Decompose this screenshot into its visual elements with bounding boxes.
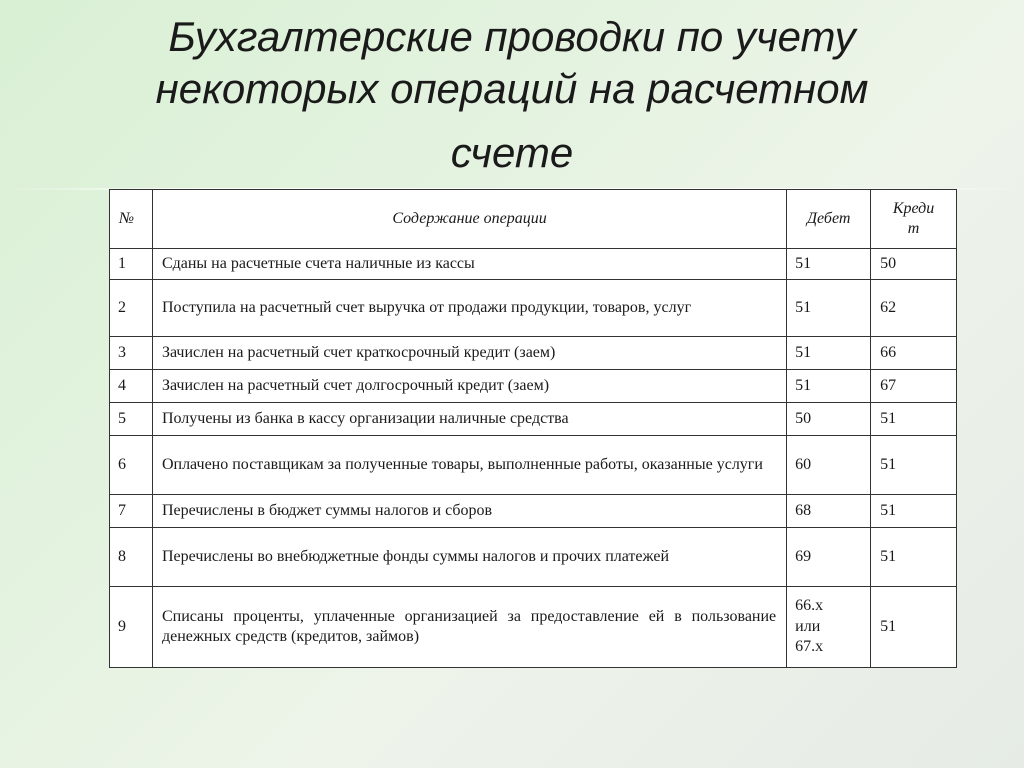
header-credit-line-1: Креди bbox=[892, 200, 935, 217]
header-credit-line-2: т bbox=[907, 220, 920, 237]
header-credit bbox=[871, 190, 957, 249]
header-description: Содержание операции bbox=[152, 190, 786, 249]
slide-title-line-2: некоторых операций на расчетном bbox=[155, 65, 869, 112]
row-debit-line-1: 66.х bbox=[795, 596, 824, 614]
row-debit-line-2: или bbox=[795, 617, 821, 635]
table-row bbox=[110, 370, 957, 403]
row-number: 3 bbox=[110, 337, 153, 370]
row-number: 4 bbox=[110, 370, 153, 403]
table-row bbox=[110, 495, 957, 528]
row-credit: 50 bbox=[871, 249, 957, 280]
row-credit: 66 bbox=[871, 337, 957, 370]
row-number: 9 bbox=[110, 587, 153, 668]
row-credit: 51 bbox=[871, 403, 957, 436]
row-number: 7 bbox=[110, 495, 153, 528]
row-debit: 51 bbox=[787, 249, 871, 280]
row-credit: 51 bbox=[871, 528, 957, 587]
table-row bbox=[110, 528, 957, 587]
slide-title-line-3: счете bbox=[450, 129, 574, 176]
row-description: Перечислены во внебюджетные фонды суммы налогов и прочих платежей bbox=[152, 528, 786, 587]
row-credit: 51 bbox=[871, 587, 957, 668]
header-debit: Дебет bbox=[787, 190, 871, 249]
row-debit: 60 bbox=[787, 436, 871, 495]
row-credit: 51 bbox=[871, 436, 957, 495]
table-row bbox=[110, 436, 957, 495]
row-debit: 51 bbox=[787, 280, 871, 337]
row-credit: 62 bbox=[871, 280, 957, 337]
row-number: 8 bbox=[110, 528, 153, 587]
row-description: Зачислен на расчетный счет долгосрочный кредит (заем) bbox=[152, 370, 786, 403]
row-number: 5 bbox=[110, 403, 153, 436]
row-debit: 50 bbox=[787, 403, 871, 436]
header-number: № bbox=[110, 190, 153, 249]
slide-title-line-1: Бухгалтерские проводки по учету bbox=[168, 13, 856, 60]
row-description: Зачислен на расчетный счет краткосрочный кредит (заем) bbox=[152, 337, 786, 370]
row-debit: 69 bbox=[787, 528, 871, 587]
row-number: 6 bbox=[110, 436, 153, 495]
table-row bbox=[110, 337, 957, 370]
table-row bbox=[110, 249, 957, 280]
row-description: Получены из банка в кассу организации наличные средства bbox=[152, 403, 786, 436]
row-description: Перечислены в бюджет суммы налогов и сборов bbox=[152, 495, 786, 528]
row-number: 2 bbox=[110, 280, 153, 337]
table-row bbox=[110, 280, 957, 337]
row-debit: 68 bbox=[787, 495, 871, 528]
row-description: Списаны проценты, уплаченные организацией за предоставление ей в пользование денежных средств (кредитов, займов) bbox=[152, 587, 786, 668]
operations-table bbox=[109, 189, 957, 668]
row-description: Поступила на расчетный счет выручка от продажи продукции, товаров, услуг bbox=[152, 280, 786, 337]
row-description: Оплачено поставщикам за полученные товары, выполненные работы, оказанные услуги bbox=[152, 436, 786, 495]
row-credit: 67 bbox=[871, 370, 957, 403]
table-row bbox=[110, 403, 957, 436]
row-debit: 51 bbox=[787, 337, 871, 370]
row-debit: 51 bbox=[787, 370, 871, 403]
table-row bbox=[110, 587, 957, 668]
row-debit-line-3: 67.х bbox=[795, 638, 824, 656]
slide-title bbox=[0, 8, 1024, 174]
row-number: 1 bbox=[110, 249, 153, 280]
row-credit: 51 bbox=[871, 495, 957, 528]
row-debit bbox=[787, 587, 871, 668]
table-header-row bbox=[110, 190, 957, 249]
row-description: Сданы на расчетные счета наличные из кассы bbox=[152, 249, 786, 280]
